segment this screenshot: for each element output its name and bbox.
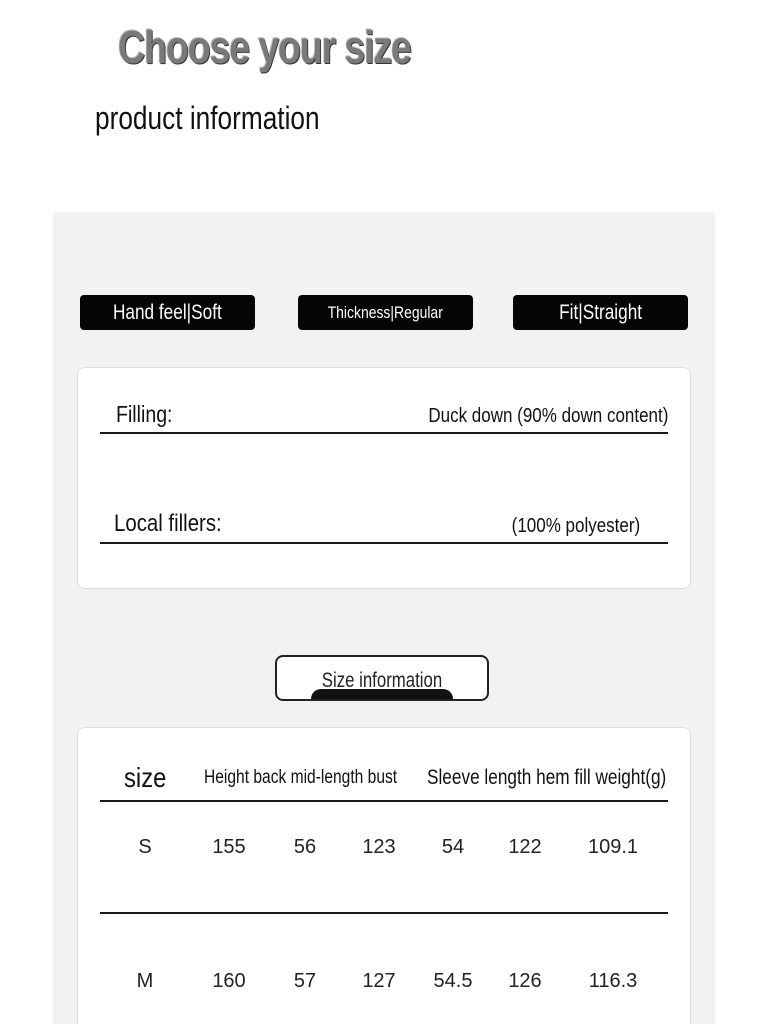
cell-back-length: 56 bbox=[293, 836, 317, 858]
attribute-hand-feel bbox=[80, 295, 255, 330]
cell-size: M bbox=[136, 970, 154, 992]
attribute-fit-label: Fit|Straight bbox=[559, 300, 642, 324]
cell-bust: 123 bbox=[362, 836, 396, 858]
cell-bust: 127 bbox=[362, 970, 396, 992]
measure-columns-header-a: Height back mid-length bust bbox=[204, 767, 398, 788]
filling-row bbox=[100, 396, 668, 434]
cell-height: 155 bbox=[212, 836, 246, 858]
attribute-fit bbox=[513, 295, 688, 330]
filling-value: Duck down (90% down content) bbox=[427, 405, 668, 427]
row-divider bbox=[100, 912, 668, 914]
table-row bbox=[100, 962, 668, 1002]
local-fillers-value: (100% polyester) bbox=[511, 515, 640, 537]
section-subtitle: product information bbox=[95, 100, 320, 136]
size-table-card bbox=[77, 727, 691, 1024]
cell-fill-weight: 109.1 bbox=[587, 836, 639, 858]
filling-card bbox=[77, 367, 691, 589]
size-information-button[interactable] bbox=[275, 655, 489, 701]
cell-hem: 126 bbox=[508, 970, 542, 992]
attribute-thickness bbox=[298, 295, 473, 330]
size-table-header bbox=[100, 758, 668, 802]
local-fillers-label: Local fillers: bbox=[114, 510, 222, 537]
filling-label: Filling: bbox=[116, 401, 173, 427]
cell-size: S bbox=[138, 836, 152, 858]
local-fillers-row bbox=[100, 506, 668, 544]
cell-height: 160 bbox=[212, 970, 246, 992]
attribute-hand-feel-label: Hand feel|Soft bbox=[113, 300, 222, 324]
size-information-label: Size information bbox=[321, 669, 443, 692]
size-column-header: size bbox=[124, 762, 167, 793]
cell-sleeve-length: 54.5 bbox=[433, 970, 473, 992]
table-row bbox=[100, 828, 668, 868]
cell-hem: 122 bbox=[508, 836, 542, 858]
measure-columns-header-b: Sleeve length hem fill weight(g) bbox=[427, 766, 667, 789]
cell-sleeve-length: 54 bbox=[441, 836, 465, 858]
product-info-panel bbox=[53, 212, 715, 1024]
attribute-thickness-label: Thickness|Regular bbox=[327, 302, 444, 322]
cell-back-length: 57 bbox=[293, 970, 317, 992]
page-title: Choose your size bbox=[118, 21, 411, 73]
cell-fill-weight: 116.3 bbox=[588, 970, 638, 992]
